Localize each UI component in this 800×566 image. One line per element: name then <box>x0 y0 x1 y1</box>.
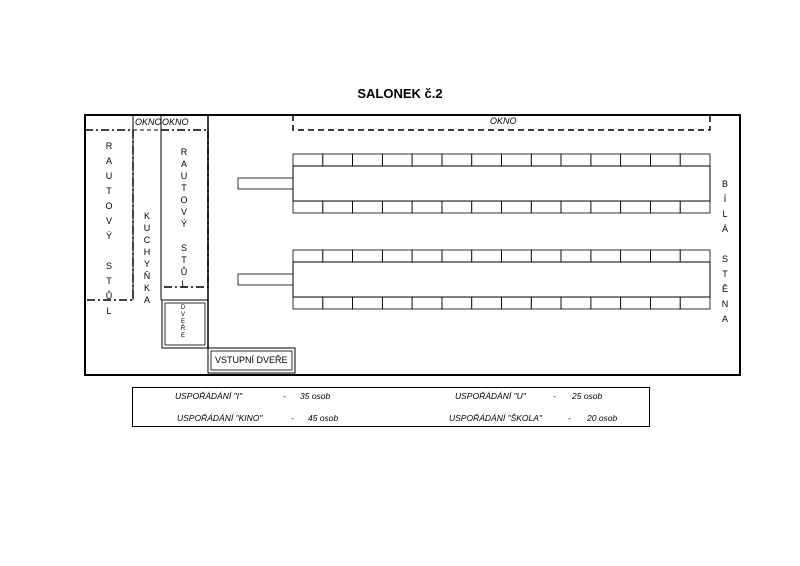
vertical-letter: S <box>721 254 728 264</box>
chair-bottom <box>472 201 502 213</box>
chair-top <box>323 250 353 262</box>
chair-bottom <box>382 201 412 213</box>
chair-bottom <box>412 201 442 213</box>
legend-i-dash: - <box>283 391 286 401</box>
legend-kino-count: 45 osob <box>308 413 339 423</box>
chair-top <box>680 154 710 166</box>
vertical-letter <box>108 247 111 256</box>
vertical-letter: O <box>180 195 188 205</box>
legend-i-count: 35 osob <box>300 391 331 401</box>
vertical-letter: K <box>143 283 150 293</box>
vertical-letter: L <box>106 306 112 316</box>
chair-bottom <box>353 297 383 309</box>
chair-top <box>412 154 442 166</box>
vertical-letter: U <box>105 171 113 181</box>
chair-top <box>353 154 383 166</box>
legend-kino-label: USPOŘÁDÁNÍ "KINO" <box>177 413 263 423</box>
chair-bottom <box>680 297 710 309</box>
legend-i-label: USPOŘÁDÁNÍ "I" <box>175 391 242 401</box>
vertical-letter: B <box>721 179 728 189</box>
vertical-letter: Ř <box>180 326 186 332</box>
vertical-letter: L <box>181 279 187 289</box>
chair-bottom <box>353 201 383 213</box>
chair-bottom <box>680 201 710 213</box>
chair-bottom <box>621 201 651 213</box>
chair-top <box>650 250 680 262</box>
chair-top <box>353 250 383 262</box>
chair-top <box>621 154 651 166</box>
chair-bottom <box>561 201 591 213</box>
chair-bottom <box>531 297 561 309</box>
vertical-letter <box>183 232 186 241</box>
chair-top <box>472 250 502 262</box>
legend-kino-dash: - <box>291 413 294 423</box>
vertical-letter: T <box>722 269 728 279</box>
chair-bottom <box>502 297 532 309</box>
vertical-letter: Ě <box>721 284 728 294</box>
vertical-letter: V <box>180 312 185 318</box>
tables-group <box>238 154 710 309</box>
chair-bottom <box>621 297 651 309</box>
vertical-letter: A <box>143 295 150 305</box>
vertical-letter: U <box>180 171 188 181</box>
chair-top <box>591 154 621 166</box>
chair-top <box>293 250 323 262</box>
window-left-label: OKNO <box>135 117 162 127</box>
chair-bottom <box>650 297 680 309</box>
vertical-letter: H <box>143 247 151 257</box>
window-main-label: OKNO <box>490 116 517 126</box>
chair-top <box>680 250 710 262</box>
kitchen-label <box>142 212 152 308</box>
table-head-2 <box>238 274 293 285</box>
legend-skola-count: 20 osob <box>587 413 618 423</box>
chair-top <box>591 250 621 262</box>
vertical-letter: Í <box>723 194 727 204</box>
chair-top <box>650 154 680 166</box>
vertical-letter: T <box>106 186 112 196</box>
page-title: SALONEK č.2 <box>357 86 443 101</box>
vertical-letter: V <box>105 216 112 226</box>
chair-bottom <box>412 297 442 309</box>
vertical-letter: Y <box>143 259 150 269</box>
vertical-letter: C <box>143 235 151 245</box>
chair-top <box>323 154 353 166</box>
chair-top <box>412 250 442 262</box>
door-label <box>180 305 186 340</box>
window-left2-label: OKNO <box>162 117 189 127</box>
chair-bottom <box>650 201 680 213</box>
legend-u-dash: - <box>553 391 556 401</box>
vertical-letter: D <box>180 305 186 311</box>
vertical-letter: Á <box>721 224 728 234</box>
vertical-letter: S <box>180 243 187 253</box>
legend-u-count: 25 osob <box>572 391 603 401</box>
chair-bottom <box>442 201 472 213</box>
vertical-letter: Ý <box>180 219 187 229</box>
buffet-right-label <box>179 148 189 292</box>
chair-top <box>502 154 532 166</box>
chair-bottom <box>591 297 621 309</box>
vertical-letter: T <box>181 183 187 193</box>
table-1 <box>293 166 710 201</box>
chair-top <box>621 250 651 262</box>
legend-u-label: USPOŘÁDÁNÍ "U" <box>455 391 526 401</box>
chair-top <box>293 154 323 166</box>
table-2 <box>293 262 710 297</box>
chair-top <box>502 250 532 262</box>
chair-top <box>382 250 412 262</box>
vertical-letter: V <box>180 207 187 217</box>
vertical-letter: U <box>143 223 151 233</box>
vertical-letter: N <box>721 299 729 309</box>
vertical-letter: A <box>721 314 728 324</box>
chair-top <box>531 250 561 262</box>
table-head-1 <box>238 178 293 189</box>
chair-bottom <box>591 201 621 213</box>
vertical-letter: S <box>105 261 112 271</box>
chair-top <box>561 250 591 262</box>
vertical-letter: Ý <box>105 231 112 241</box>
chair-bottom <box>323 201 353 213</box>
chair-bottom <box>442 297 472 309</box>
vertical-letter: Ů <box>180 267 188 277</box>
chair-top <box>442 154 472 166</box>
chair-top <box>472 154 502 166</box>
chair-top <box>561 154 591 166</box>
chair-bottom <box>561 297 591 309</box>
vertical-letter: A <box>180 159 187 169</box>
vertical-letter: O <box>105 201 113 211</box>
vertical-letter: T <box>106 276 112 286</box>
vertical-letter: K <box>143 211 150 221</box>
legend-skola-label: USPOŘÁDÁNÍ "ŠKOLA" <box>449 413 542 423</box>
vertical-letter <box>724 240 727 249</box>
legend-skola-dash: - <box>568 413 571 423</box>
vertical-letter: A <box>105 156 112 166</box>
legend-box <box>132 387 650 427</box>
chair-top <box>531 154 561 166</box>
white-wall-label <box>720 180 730 330</box>
vertical-letter: E <box>180 333 185 339</box>
entrance-label: VSTUPNÍ DVEŘE <box>215 355 288 365</box>
vertical-letter: R <box>105 141 113 151</box>
vertical-letter: L <box>722 209 728 219</box>
chair-bottom <box>502 201 532 213</box>
buffet-left-label <box>104 142 114 322</box>
chair-bottom <box>531 201 561 213</box>
chair-bottom <box>293 201 323 213</box>
chair-top <box>442 250 472 262</box>
vertical-letter: Ň <box>143 271 151 281</box>
vertical-letter: R <box>180 147 188 157</box>
chair-bottom <box>323 297 353 309</box>
vertical-letter: Ů <box>105 291 113 301</box>
vertical-letter: T <box>181 255 187 265</box>
chair-top <box>382 154 412 166</box>
chair-bottom <box>382 297 412 309</box>
chair-bottom <box>472 297 502 309</box>
chair-bottom <box>293 297 323 309</box>
vertical-letter: E <box>180 319 185 325</box>
